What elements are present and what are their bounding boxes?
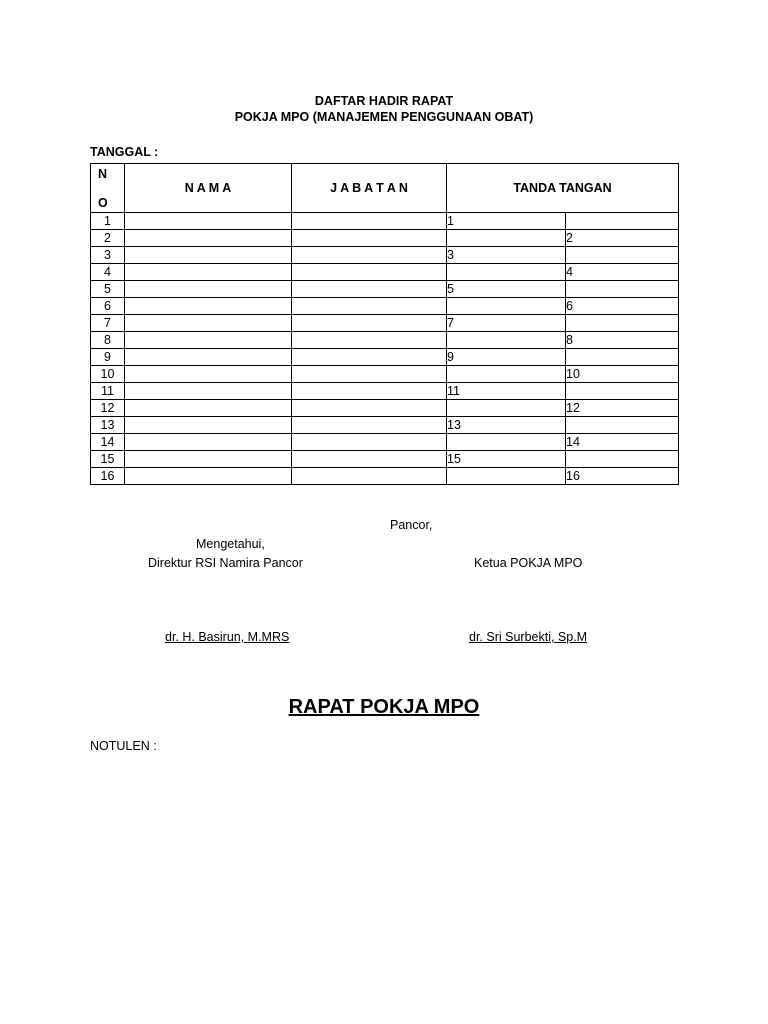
row-number: 10 bbox=[91, 366, 125, 383]
director-role: Direktur RSI Namira Pancor bbox=[148, 556, 303, 570]
row-number: 3 bbox=[91, 247, 125, 264]
position-cell bbox=[292, 417, 447, 434]
position-cell bbox=[292, 281, 447, 298]
position-cell bbox=[292, 230, 447, 247]
signature-left-cell bbox=[447, 468, 566, 485]
position-cell bbox=[292, 400, 447, 417]
signature-left-cell bbox=[447, 298, 566, 315]
signature-left-cell: 5 bbox=[447, 281, 566, 298]
name-cell bbox=[125, 230, 292, 247]
table-row bbox=[91, 230, 679, 247]
signature-left-cell: 3 bbox=[447, 247, 566, 264]
table-row bbox=[91, 383, 679, 400]
name-cell bbox=[125, 383, 292, 400]
table-row bbox=[91, 332, 679, 349]
director-name: dr. H. Basirun, M.MRS bbox=[165, 630, 290, 644]
position-cell bbox=[292, 298, 447, 315]
signature-right-cell bbox=[566, 247, 679, 264]
row-number: 9 bbox=[91, 349, 125, 366]
position-cell bbox=[292, 213, 447, 230]
signature-right-cell bbox=[566, 417, 679, 434]
position-cell bbox=[292, 366, 447, 383]
row-number: 4 bbox=[91, 264, 125, 281]
signature-left-cell bbox=[447, 332, 566, 349]
signature-right-cell: 4 bbox=[566, 264, 679, 281]
table-row bbox=[91, 247, 679, 264]
name-cell bbox=[125, 451, 292, 468]
row-number: 11 bbox=[91, 383, 125, 400]
name-cell bbox=[125, 247, 292, 264]
row-number: 12 bbox=[91, 400, 125, 417]
name-cell bbox=[125, 349, 292, 366]
attendance-table bbox=[90, 163, 679, 485]
row-number: 6 bbox=[91, 298, 125, 315]
place-label: Pancor, bbox=[390, 518, 433, 532]
name-cell bbox=[125, 298, 292, 315]
position-cell bbox=[292, 247, 447, 264]
table-row bbox=[91, 264, 679, 281]
signature-right-cell: 10 bbox=[566, 366, 679, 383]
name-cell bbox=[125, 213, 292, 230]
name-cell bbox=[125, 366, 292, 383]
row-number: 8 bbox=[91, 332, 125, 349]
row-number: 16 bbox=[91, 468, 125, 485]
signature-right-cell: 12 bbox=[566, 400, 679, 417]
signature-right-cell bbox=[566, 281, 679, 298]
signature-left-cell bbox=[447, 400, 566, 417]
row-number: 15 bbox=[91, 451, 125, 468]
signature-right-cell bbox=[566, 213, 679, 230]
position-cell bbox=[292, 315, 447, 332]
chair-role: Ketua POKJA MPO bbox=[474, 556, 583, 570]
name-cell bbox=[125, 417, 292, 434]
signature-left-cell: 13 bbox=[447, 417, 566, 434]
signature-right-cell bbox=[566, 451, 679, 468]
table-row bbox=[91, 417, 679, 434]
signature-left-cell bbox=[447, 264, 566, 281]
position-cell bbox=[292, 451, 447, 468]
signature-right-cell: 8 bbox=[566, 332, 679, 349]
table-row bbox=[91, 451, 679, 468]
signature-right-cell bbox=[566, 383, 679, 400]
signature-right-cell: 16 bbox=[566, 468, 679, 485]
signature-left-cell bbox=[447, 366, 566, 383]
position-cell bbox=[292, 434, 447, 451]
signature-right-cell: 2 bbox=[566, 230, 679, 247]
table-row bbox=[91, 298, 679, 315]
table-row bbox=[91, 315, 679, 332]
table-row bbox=[91, 400, 679, 417]
signature-left-cell: 9 bbox=[447, 349, 566, 366]
row-number: 14 bbox=[91, 434, 125, 451]
row-number: 2 bbox=[91, 230, 125, 247]
row-number: 5 bbox=[91, 281, 125, 298]
signature-right-cell: 6 bbox=[566, 298, 679, 315]
acknowledged-label: Mengetahui, bbox=[196, 537, 265, 551]
name-cell bbox=[125, 332, 292, 349]
signature-right-cell: 14 bbox=[566, 434, 679, 451]
position-cell bbox=[292, 264, 447, 281]
name-cell bbox=[125, 281, 292, 298]
header-no-bottom: O bbox=[98, 196, 108, 210]
document-subtitle: POKJA MPO (MANAJEMEN PENGGUNAAN OBAT) bbox=[234, 110, 534, 124]
signature-right-cell bbox=[566, 315, 679, 332]
table-row bbox=[91, 349, 679, 366]
column-header-tanda-tangan: TANDA TANGAN bbox=[447, 164, 679, 213]
column-header-nama: N A M A bbox=[125, 164, 292, 213]
table-header-row bbox=[91, 164, 679, 213]
signature-left-cell: 15 bbox=[447, 451, 566, 468]
table-row bbox=[91, 281, 679, 298]
name-cell bbox=[125, 468, 292, 485]
document-title: DAFTAR HADIR RAPAT bbox=[314, 94, 454, 108]
name-cell bbox=[125, 315, 292, 332]
row-number: 7 bbox=[91, 315, 125, 332]
attendance-rows bbox=[91, 213, 679, 485]
name-cell bbox=[125, 264, 292, 281]
table-row bbox=[91, 213, 679, 230]
table-row bbox=[91, 434, 679, 451]
column-header-jabatan: J A B A T A N bbox=[292, 164, 447, 213]
position-cell bbox=[292, 332, 447, 349]
table-row bbox=[91, 366, 679, 383]
position-cell bbox=[292, 468, 447, 485]
signature-left-cell bbox=[447, 434, 566, 451]
chair-name: dr. Sri Surbekti, Sp.M bbox=[469, 630, 588, 644]
date-label: TANGGAL : bbox=[90, 145, 159, 159]
name-cell bbox=[125, 400, 292, 417]
minutes-heading: RAPAT POKJA MPO bbox=[288, 696, 480, 718]
signature-left-cell: 1 bbox=[447, 213, 566, 230]
column-header-no bbox=[91, 164, 125, 213]
row-number: 1 bbox=[91, 213, 125, 230]
name-cell bbox=[125, 434, 292, 451]
signature-left-cell: 7 bbox=[447, 315, 566, 332]
signature-right-cell bbox=[566, 349, 679, 366]
row-number: 13 bbox=[91, 417, 125, 434]
signature-left-cell bbox=[447, 230, 566, 247]
position-cell bbox=[292, 349, 447, 366]
notulen-label: NOTULEN : bbox=[90, 739, 157, 753]
signature-left-cell: 11 bbox=[447, 383, 566, 400]
header-no-top: N bbox=[98, 167, 108, 181]
position-cell bbox=[292, 383, 447, 400]
table-row bbox=[91, 468, 679, 485]
